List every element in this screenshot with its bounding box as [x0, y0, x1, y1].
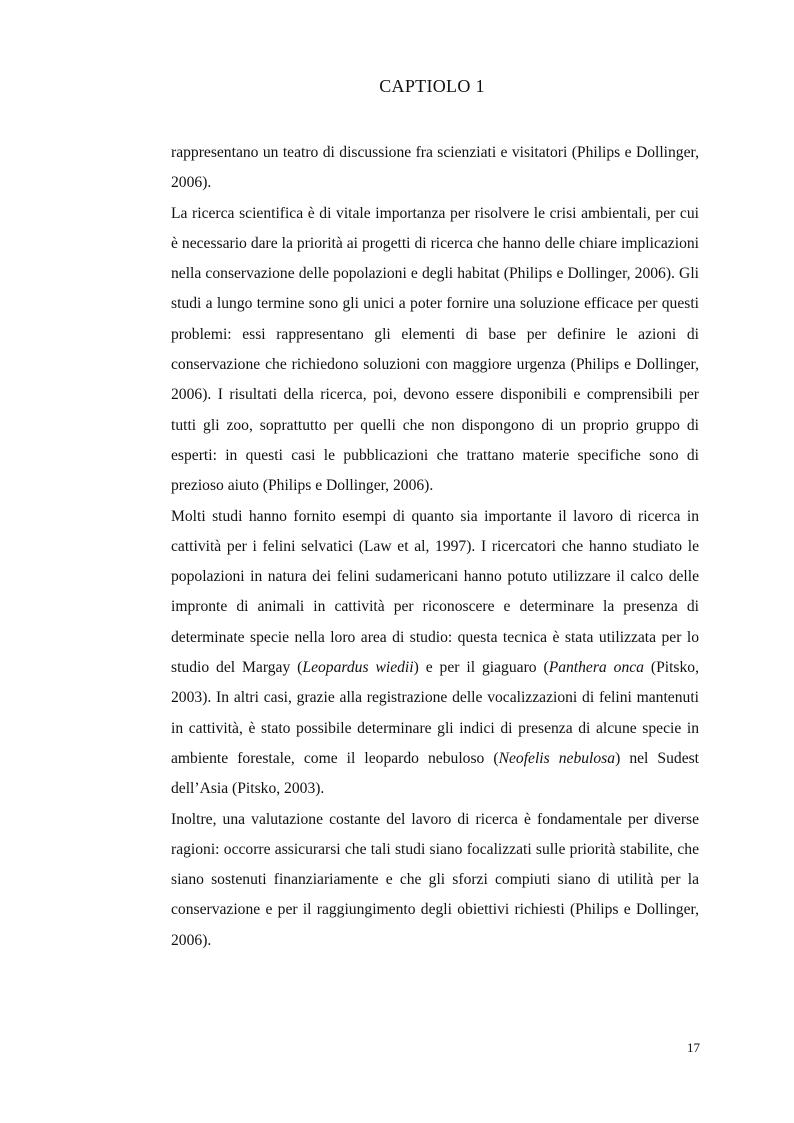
paragraph-3-text-d: ) nel Sudest dell’Asia (Pitsko, 2003).: [171, 749, 700, 798]
species-name-leopardus-wiedii: Leopardus wiedii: [302, 659, 414, 677]
paragraph-2: La ricerca scientifica è di vitale importanza per risolvere le crisi ambientali, per cui è necessario dare la priorità ai progetti di ricerca che hanno delle chiare implicazioni nella conservazione delle popolazioni e degli habitat (Philips e Dollinger, 2006). Gli studi a lungo termine sono gli unici a poter fornire una soluzione efficace per questi problemi: essi rappresentano gli elementi di base per definire le azioni di conservazione che richiedono soluzioni con maggiore urgenza (Philips e Dollinger, 2006). I risultati della ricerca, poi, devono essere disponibili e comprensibili per tutti gli zoo, soprattutto per quelli che non dispongono di un proprio gruppo di esperti: in questi casi le pubblicazioni che trattano materie specifiche sono di prezioso aiuto (Philips e Dollinger, 2006).: [171, 204, 699, 495]
page-number: 17: [687, 1040, 700, 1055]
species-name-neofelis-nebulosa: Neofelis nebulosa: [498, 749, 616, 767]
paragraph-1: rappresentano un teatro di discussione fra scienziati e visitatori (Philips e Dollinger, 2006).: [171, 144, 699, 192]
body-text: [171, 138, 699, 956]
paragraph-3-text-a: Molti studi hanno fornito esempi di quanto sia importante il lavoro di ricerca in cattività per i felini selvatici (Law et al, 1997). I ricercatori che hanno studiato le popolazioni in natura dei felini sudamericani hanno potuto utilizzare il calco delle impronte di animali in cattività per riconoscere e determinare la presenza di determinate specie nella loro area di studio: questa tecnica è stata utilizzata per lo studio del Margay (: [171, 507, 699, 677]
species-name-panthera-onca: Panthera onca: [548, 659, 644, 677]
chapter-title: CAPTIOLO 1: [379, 76, 485, 96]
paragraph-3-text-b: ) e per il giaguaro (: [413, 659, 549, 677]
paragraph-3: [171, 502, 699, 805]
paragraph-4: Inoltre, una valutazione costante del lavoro di ricerca è fondamentale per diverse ragioni: occorre assicurarsi che tali studi siano focalizzati sulle priorità stabilite, che siano sostenuti finanziariamente e che gli sforzi compiuti siano di utilità per la conservazione e per il raggiungimento degli obiettivi richiesti (Philips e Dollinger, 2006).: [171, 810, 699, 949]
paragraph-3-text-c: (Pitsko, 2003). In altri casi, grazie alla registrazione delle vocalizzazioni di felini mantenuti in cattività, è stato possibile determinare gli indici di presenza di alcune specie in ambiente forestale, come il leopardo nebuloso (: [171, 659, 699, 767]
